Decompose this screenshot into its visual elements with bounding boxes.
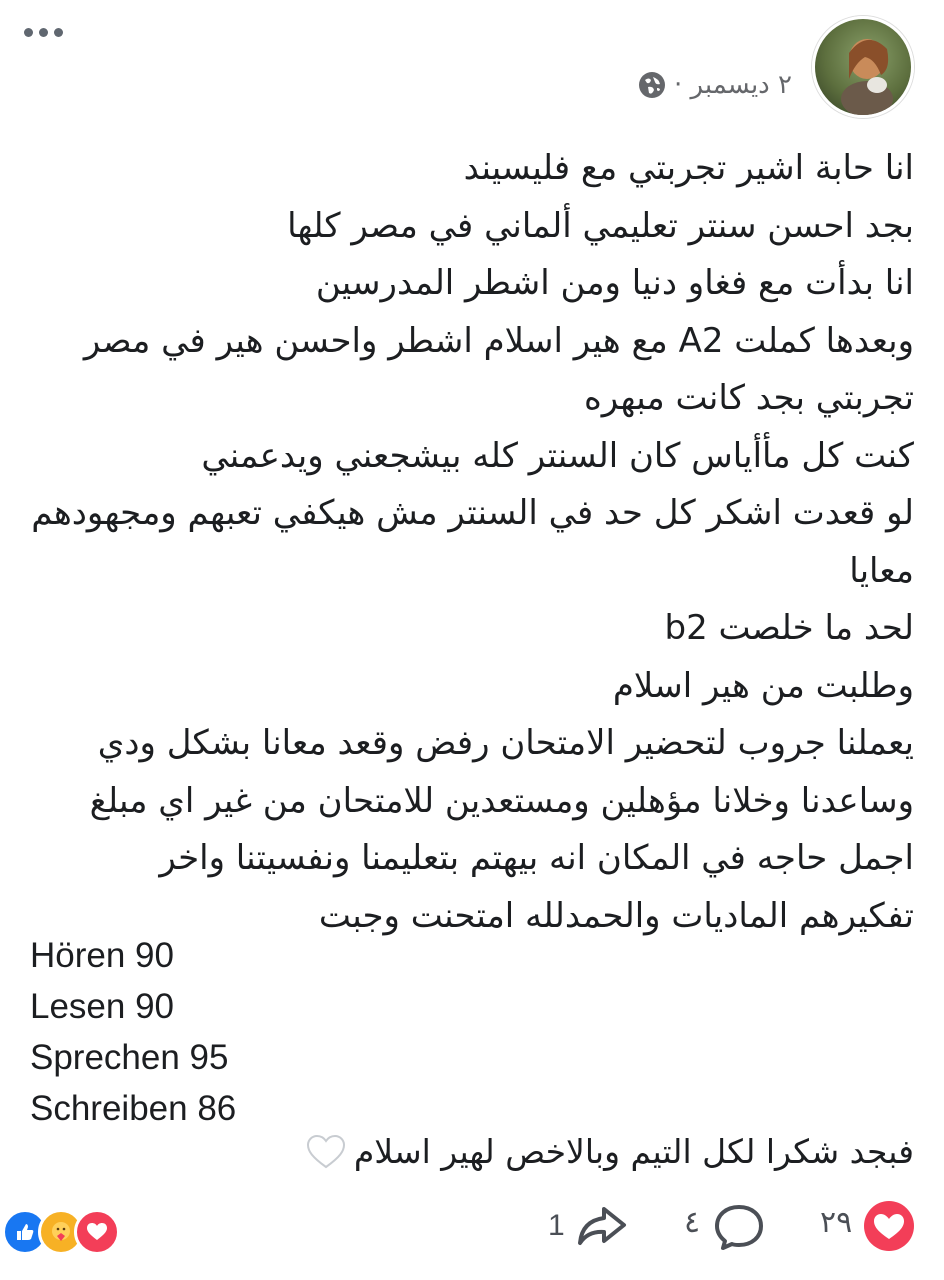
post-line: تجربتي بجد كانت مبهره <box>583 378 914 418</box>
exam-scores <box>30 930 236 1134</box>
score-schreiben: Schreiben 86 <box>30 1089 237 1128</box>
post-line: معايا <box>849 550 914 591</box>
post-line: انا حابة اشير تجربتي مع فليسيند <box>463 148 914 188</box>
white-heart-icon <box>306 1134 346 1170</box>
score-hoeren: Hören 90 <box>30 936 174 975</box>
post-line: لحد ما خلصت b2 <box>664 608 914 648</box>
post-footer <box>0 1195 944 1265</box>
avatar[interactable] <box>812 16 914 118</box>
reaction-summary[interactable] <box>2 1209 110 1255</box>
post-meta <box>638 70 792 100</box>
share-icon[interactable] <box>574 1203 628 1249</box>
post-line: وساعدنا وخلانا مؤهلين ومستعدين للامتحان من غير اي مبلغ <box>89 780 914 821</box>
post-line: لو قعدت اشكر كل حد في السنتر مش هيكفي تعبهم ومجهودهم <box>31 493 914 533</box>
post-line: بجد احسن سنتر تعليمي ألماني في مصر كلها <box>287 205 914 246</box>
post-line: يعملنا جروب لتحضير الامتحان رفض وقعد معانا بشكل ودي <box>97 723 914 763</box>
comment-icon[interactable] <box>712 1203 766 1251</box>
score-lesen: Lesen 90 <box>30 987 175 1026</box>
closing-line <box>306 1132 914 1171</box>
post-text <box>30 140 914 945</box>
love-icon <box>74 1209 120 1255</box>
love-reaction-icon[interactable] <box>862 1199 916 1253</box>
post-date[interactable]: ٢ ديسمبر · <box>674 70 792 100</box>
post-line: تفكيرهم الماديات والحمدلله امتحنت وجبت <box>318 895 914 936</box>
globe-icon <box>638 71 666 99</box>
post-line: وبعدها كملت A2 مع هير اسلام اشطر واحسن هير في مصر <box>83 320 914 361</box>
post-line: وطلبت من هير اسلام <box>612 665 914 706</box>
profile-photo <box>815 19 911 115</box>
reaction-count[interactable]: ٢٩ <box>820 1205 853 1240</box>
more-options-icon[interactable] <box>24 28 63 37</box>
closing-text: فبجد شكرا لكل التيم وبالاخص لهير اسلام <box>353 1132 914 1171</box>
score-sprechen: Sprechen 95 <box>30 1038 229 1077</box>
post-line: انا بدأت مع فغاو دنيا ومن اشطر المدرسين <box>315 263 914 303</box>
share-count[interactable]: 1 <box>548 1209 565 1242</box>
comment-count[interactable]: ٤ <box>684 1205 701 1240</box>
post-line: اجمل حاجه في المكان انه بيهتم بتعليمنا ونفسيتنا واخر <box>159 838 914 878</box>
post-line: كنت كل مأأياس كان السنتر كله بيشجعني ويدعمني <box>201 435 914 476</box>
